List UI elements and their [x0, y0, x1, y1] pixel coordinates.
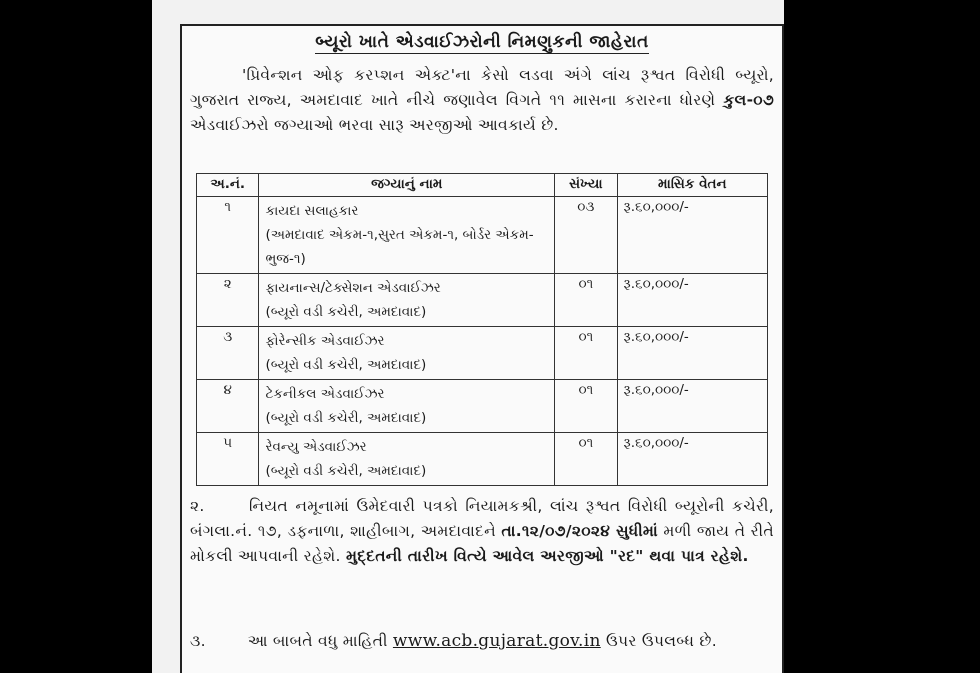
intro-paragraph: 'પ્રિવેન્શન ઓફ કરપ્શન એક્ટ'ના કેસો લડવા અંગે લાંચ રૂશ્વત વિરોધી બ્યૂરો, ગુજરાત રાજ્ય, અમદાવાદ ખાતે નીચે જણાવેલ વિગતે ૧૧ માસના કરારના ધોરણે કુલ-૦૭ એડવાઈઝરો જગ્યાઓ ભરવા સારૂ અરજીઓ આવકાર્ય છે. — [190, 66, 775, 134]
notice-title: બ્યૂરો ખાતે એડવાઈઝરોની નિમણુકની જાહેરાત — [315, 32, 649, 52]
table-row — [197, 380, 768, 433]
post-name: ફોરેન્સીક એડવાઈઝર — [265, 333, 385, 349]
row-sr: ૨ — [197, 274, 259, 327]
row-salary: રૂ.૬૦,૦૦૦/- — [617, 433, 767, 486]
post-location: (બ્યૂરો વડી કચેરી, અમદાવાદ) — [265, 304, 427, 320]
deadline-date: તા.૧૨/૦૭/૨૦૨૪ સુધીમાં — [501, 522, 658, 540]
post-name: ફાયનાન્સ/ટેક્સેશન એડવાઈઝર — [265, 280, 441, 296]
row-post — [259, 433, 555, 486]
post-name: ટેકનીકલ એડવાઈઝર — [265, 386, 385, 402]
header-sr: અ.નં. — [197, 174, 259, 197]
header-salary: માસિક વેતન — [617, 174, 767, 197]
row-count: ૦૧ — [555, 327, 617, 380]
table-header-row — [197, 174, 768, 197]
row-count: ૦૧ — [555, 274, 617, 327]
point-2-number: ૨. — [190, 497, 205, 515]
newspaper-clipping — [152, 0, 784, 673]
late-application-warning: મુદ્દતની તારીખ વિત્યે આવેલ અરજીઓ "રદ" થવા પાત્ર રહેશે. — [346, 547, 749, 565]
post-location: (અમદાવાદ એકમ-૧,સુરત એકમ-૧, બોર્ડર એકમ-ભુજ-૧) — [265, 227, 534, 267]
notice-box — [180, 24, 784, 673]
row-salary: રૂ.૬૦,૦૦૦/- — [617, 327, 767, 380]
table-row — [197, 197, 768, 274]
point-3-number: ૩. — [190, 632, 206, 650]
row-post — [259, 197, 555, 274]
row-post — [259, 380, 555, 433]
header-post-name: જગ્યાનું નામ — [259, 174, 555, 197]
header-count: સંખ્યા — [555, 174, 617, 197]
website-link[interactable]: www.acb.gujarat.gov.in — [392, 631, 601, 651]
row-post — [259, 274, 555, 327]
row-count: ૦૩ — [555, 197, 617, 274]
post-location: (બ્યૂરો વડી કચેરી, અમદાવાદ) — [265, 357, 427, 373]
row-sr: ૧ — [197, 197, 259, 274]
row-count: ૦૧ — [555, 433, 617, 486]
row-sr: ૪ — [197, 380, 259, 433]
table-row — [197, 433, 768, 486]
row-salary: રૂ.૬૦,૦૦૦/- — [617, 274, 767, 327]
row-sr: ૩ — [197, 327, 259, 380]
post-location: (બ્યૂરો વડી કચેરી, અમદાવાદ) — [265, 463, 427, 479]
row-count: ૦૧ — [555, 380, 617, 433]
table-row — [197, 274, 768, 327]
post-name: રેવન્યુ એડવાઈઝર — [265, 439, 367, 455]
point-2-paragraph: ૨. નિયત નમૂનામાં ઉમેદવારી પત્રકો નિયામકશ્રી, લાંચ રૂશ્વત વિરોધી બ્યૂરોની કચેરી, બંગલા.નં. ૧૭, ડફનાળા, શાહીબાગ, અમદાવાદને તા.૧૨/૦૭/૨૦૨૪ સુધીમાં મળી જાય તે રીતે મોકલી આપવાની રહેશે. મુદ્દતની તારીખ વિત્યે આવેલ અરજીઓ "રદ" થવા પાત્ર રહેશે. — [190, 497, 774, 565]
row-post — [259, 327, 555, 380]
row-salary: રૂ.૬૦,૦૦૦/- — [617, 380, 767, 433]
table-row — [197, 327, 768, 380]
row-sr: ૫ — [197, 433, 259, 486]
total-posts: કુલ-૦૭ — [723, 91, 775, 109]
point-3-paragraph: ૩. આ બાબતે વધુ માહિતી www.acb.gujarat.gov.in ઉપર ઉપલબ્ધ છે. — [190, 631, 717, 651]
row-salary: રૂ.૬૦,૦૦૦/- — [617, 197, 767, 274]
post-location: (બ્યૂરો વડી કચેરી, અમદાવાદ) — [265, 410, 427, 426]
vacancy-table — [196, 173, 768, 486]
post-name: કાયદા સલાહકાર — [265, 203, 359, 219]
